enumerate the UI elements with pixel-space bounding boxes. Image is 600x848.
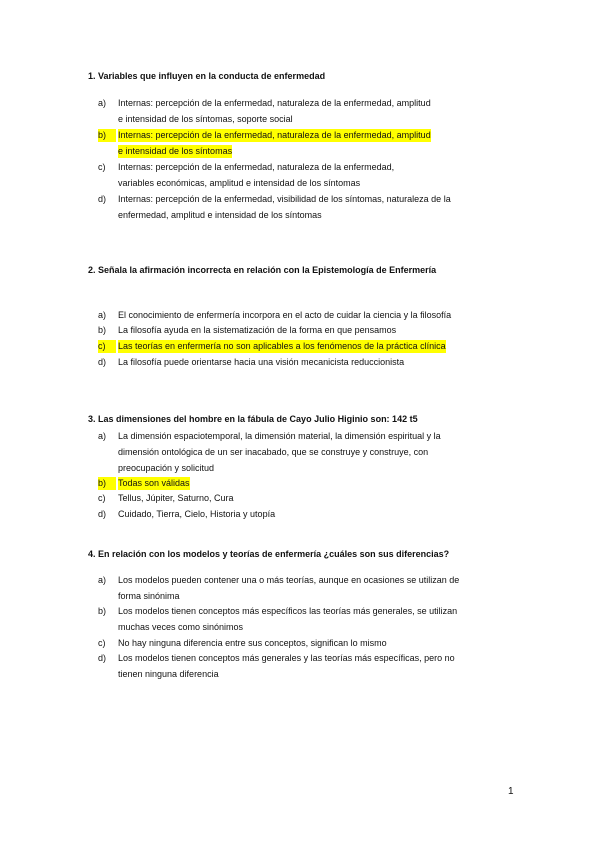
option-letter: b) bbox=[98, 477, 116, 490]
option-text-line: variables económicas, amplitud e intensidad de los síntomas bbox=[118, 178, 361, 188]
option-letter: d) bbox=[98, 653, 107, 663]
question-title: 4. En relación con los modelos y teorías de enfermería ¿cuáles son sus diferencias? bbox=[88, 549, 450, 559]
option-text-line: Internas: percepción de la enfermedad, naturaleza de la enfermedad, amplitud bbox=[118, 98, 431, 108]
option-text-line: La dimensión espaciotemporal, la dimensión material, la dimensión espiritual y la bbox=[118, 431, 441, 441]
option-letter: c) bbox=[98, 162, 106, 172]
option-text-line: forma sinónima bbox=[118, 591, 180, 601]
question-title: 2. Señala la afirmación incorrecta en relación con la Epistemología de Enfermería bbox=[88, 265, 437, 275]
highlighted-answer-line: Todas son válidas bbox=[118, 478, 190, 488]
option-letter: d) bbox=[98, 509, 107, 519]
option-letter: c) bbox=[98, 638, 106, 648]
option-letter: a) bbox=[98, 98, 107, 108]
highlighted-answer-line: e intensidad de los síntomas bbox=[118, 146, 233, 156]
page-number: 1 bbox=[508, 786, 514, 797]
option-text-line: El conocimiento de enfermería incorpora en el acto de cuidar la ciencia y la filosofía bbox=[118, 310, 452, 320]
option-letter: d) bbox=[98, 357, 107, 367]
option-letter: b) bbox=[98, 129, 116, 142]
option-text-line: preocupación y solicitud bbox=[118, 463, 215, 473]
option-text-line: La filosofía ayuda en la sistematización de la forma en que pensamos bbox=[118, 325, 397, 335]
option-letter: d) bbox=[98, 194, 107, 204]
option-letter: b) bbox=[98, 325, 107, 335]
question-title: 1. Variables que influyen en la conducta de enfermedad bbox=[88, 71, 326, 81]
option-text-line: muchas veces como sinónimos bbox=[118, 622, 244, 632]
highlighted-answer-line: Las teorías en enfermería no son aplicables a los fenómenos de la práctica clínica bbox=[118, 341, 446, 351]
option-letter: a) bbox=[98, 310, 107, 320]
option-text-line: Los modelos pueden contener una o más teorías, aunque en ocasiones se utilizan de bbox=[118, 575, 460, 585]
option-text-line: e intensidad de los síntomas, soporte social bbox=[118, 114, 293, 124]
option-letter: a) bbox=[98, 431, 107, 441]
option-letter: b) bbox=[98, 606, 107, 616]
option-text-line: enfermedad, amplitud e intensidad de los síntomas bbox=[118, 210, 322, 220]
option-text-line: Internas: percepción de la enfermedad, naturaleza de la enfermedad, bbox=[118, 162, 395, 172]
option-letter: a) bbox=[98, 575, 107, 585]
question-title: 3. Las dimensiones del hombre en la fábula de Cayo Julio Higinio son: 142 t5 bbox=[88, 414, 418, 424]
option-text-line: Internas: percepción de la enfermedad, visibilidad de los síntomas, naturaleza de la bbox=[118, 194, 451, 204]
option-letter: c) bbox=[98, 340, 116, 353]
option-text-line: dimensión ontológica de un ser inacabado, que se construye y construye, con bbox=[118, 447, 429, 457]
option-text-line: Los modelos tienen conceptos más generales y las teorías más específicas, pero no bbox=[118, 653, 455, 663]
option-letter: c) bbox=[98, 493, 106, 503]
option-text-line: tienen ninguna diferencia bbox=[118, 669, 219, 679]
option-text-line: Tellus, Júpiter, Saturno, Cura bbox=[118, 493, 234, 503]
highlighted-answer-line: Internas: percepción de la enfermedad, naturaleza de la enfermedad, amplitud bbox=[118, 130, 431, 140]
option-text-line: Los modelos tienen conceptos más específicos las teorías más generales, se utilizan bbox=[118, 606, 458, 616]
option-text-line: Cuidado, Tierra, Cielo, Historia y utopía bbox=[118, 509, 276, 519]
option-text-line: La filosofía puede orientarse hacia una visión mecanicista reduccionista bbox=[118, 357, 405, 367]
option-text-line: No hay ninguna diferencia entre sus conceptos, significan lo mismo bbox=[118, 638, 387, 648]
